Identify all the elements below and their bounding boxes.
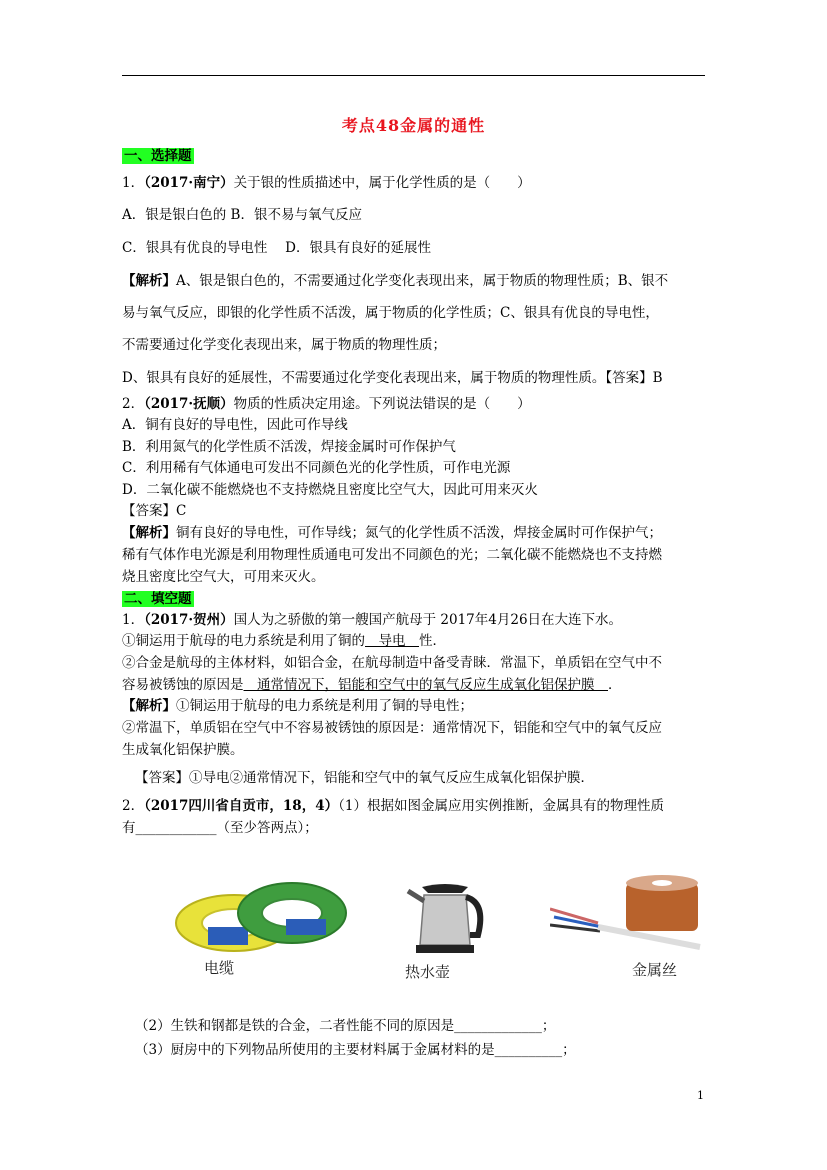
question-3-sub-2-cont: 容易被锈蚀的原因是 通常情况下，铝能和空气中的氧气反应生成氧化铝保护膜 ． xyxy=(122,677,622,693)
question-1-explanation-4: D、银具有良好的延展性，不需要通过化学变化表现出来，属于物质的物理性质。【答案】B xyxy=(122,370,663,386)
question-2-stem: 2．（2017·抚顺）物质的性质决定用途。下列说法错误的是（ ） xyxy=(122,396,531,412)
question-4-stem: 2．（2017四川省自贡市，18，4）（1）根据如图金属应用实例推断，金属具有的物理性质 xyxy=(122,798,664,814)
question-2-option-b: B．利用氮气的化学性质不活泼，焊接金属时可作保护气 xyxy=(122,439,456,455)
kettle-image xyxy=(400,879,490,959)
question-1-explanation: 【解析】A、银是银白色的，不需要通过化学变化表现出来，属于物质的物理性质；B、银不 xyxy=(122,273,669,289)
question-1-explanation-2: 易与氧气反应，即银的化学性质不活泼，属于物质的化学性质；C、银具有优良的导电性， xyxy=(122,305,659,321)
page-number: 1 xyxy=(697,1089,704,1102)
question-2-option-d: D．二氧化碳不能燃烧也不支持燃烧且密度比空气大，因此可用来灭火 xyxy=(122,482,538,498)
question-2-explanation-3: 烧且密度比空气大，可用来灭火。 xyxy=(122,569,325,585)
question-3-explanation: 【解析】①铜运用于航母的电力系统是利用了铜的导电性； xyxy=(122,698,473,714)
question-4-stem-2: 有____________（至少答两点）； xyxy=(122,820,318,836)
question-2-option-c: C．利用稀有气体通电可发出不同颜色光的化学性质，可作电光源 xyxy=(122,460,511,476)
question-3-answer: 【答案】①导电②通常情况下，铝能和空气中的氧气反应生成氧化铝保护膜． xyxy=(135,770,594,786)
metal-examples-figure xyxy=(122,865,712,990)
page-title: 考点48金属的通性 xyxy=(341,116,486,135)
question-1-stem: 1．（2017·南宁）关于银的性质描述中，属于化学性质的是（ ） xyxy=(122,175,531,191)
question-1-explanation-3: 不需要通过化学变化表现出来，属于物质的物理性质； xyxy=(122,337,446,353)
question-3-sub-1: ①铜运用于航母的电力系统是利用了铜的 导电 性． xyxy=(122,633,446,649)
question-3-explanation-3: 生成氧化铝保护膜。 xyxy=(122,742,244,758)
section-heading-fill: 二、填空题 xyxy=(124,591,192,607)
question-3-sub-2: ②合金是航母的主体材料，如铝合金，在航母制造中备受青睐．常温下，单质铝在空气中不 xyxy=(122,655,662,671)
question-2-explanation-2: 稀有气体作电光源是利用物理性质通电可发出不同颜色的光；二氧化碳不能燃烧也不支持燃 xyxy=(122,547,662,563)
question-1-options-cd: C．银具有优良的导电性 D．银具有良好的延展性 xyxy=(122,240,431,256)
metal-wire-caption: 金属丝 xyxy=(632,961,678,979)
question-2-explanation: 【解析】铜有良好的导电性，可作导线；氮气的化学性质不活泼，焊接金属时可作保护气； xyxy=(122,525,662,541)
question-4-part-2: （2）生铁和钢都是铁的合金，二者性能不同的原因是_____________； xyxy=(135,1018,556,1034)
question-3-explanation-2: ②常温下，单质铝在空气中不容易被锈蚀的原因是：通常情况下，铝能和空气中的氧气反应 xyxy=(122,720,662,736)
question-2-answer: 【答案】C xyxy=(122,503,187,519)
cable-caption: 电缆 xyxy=(204,959,235,977)
question-4-part-3: （3）厨房中的下列物品所使用的主要材料属于金属材料的是__________； xyxy=(135,1042,576,1058)
section-heading-choice: 一、选择题 xyxy=(124,148,192,164)
kettle-caption: 热水壶 xyxy=(405,963,451,981)
question-3-stem: 1．（2017·贺州）国人为之骄傲的第一艘国产航母于 2017年4月26日在大连下水。 xyxy=(122,612,623,628)
metal-wire-image xyxy=(550,871,710,951)
question-1-options-ab: A．银是银白色的 B．银不易与氧气反应 xyxy=(122,207,362,223)
question-2-option-a: A．铜有良好的导电性，因此可作导线 xyxy=(122,417,348,433)
cable-image xyxy=(174,875,354,955)
header-rule xyxy=(122,75,705,76)
